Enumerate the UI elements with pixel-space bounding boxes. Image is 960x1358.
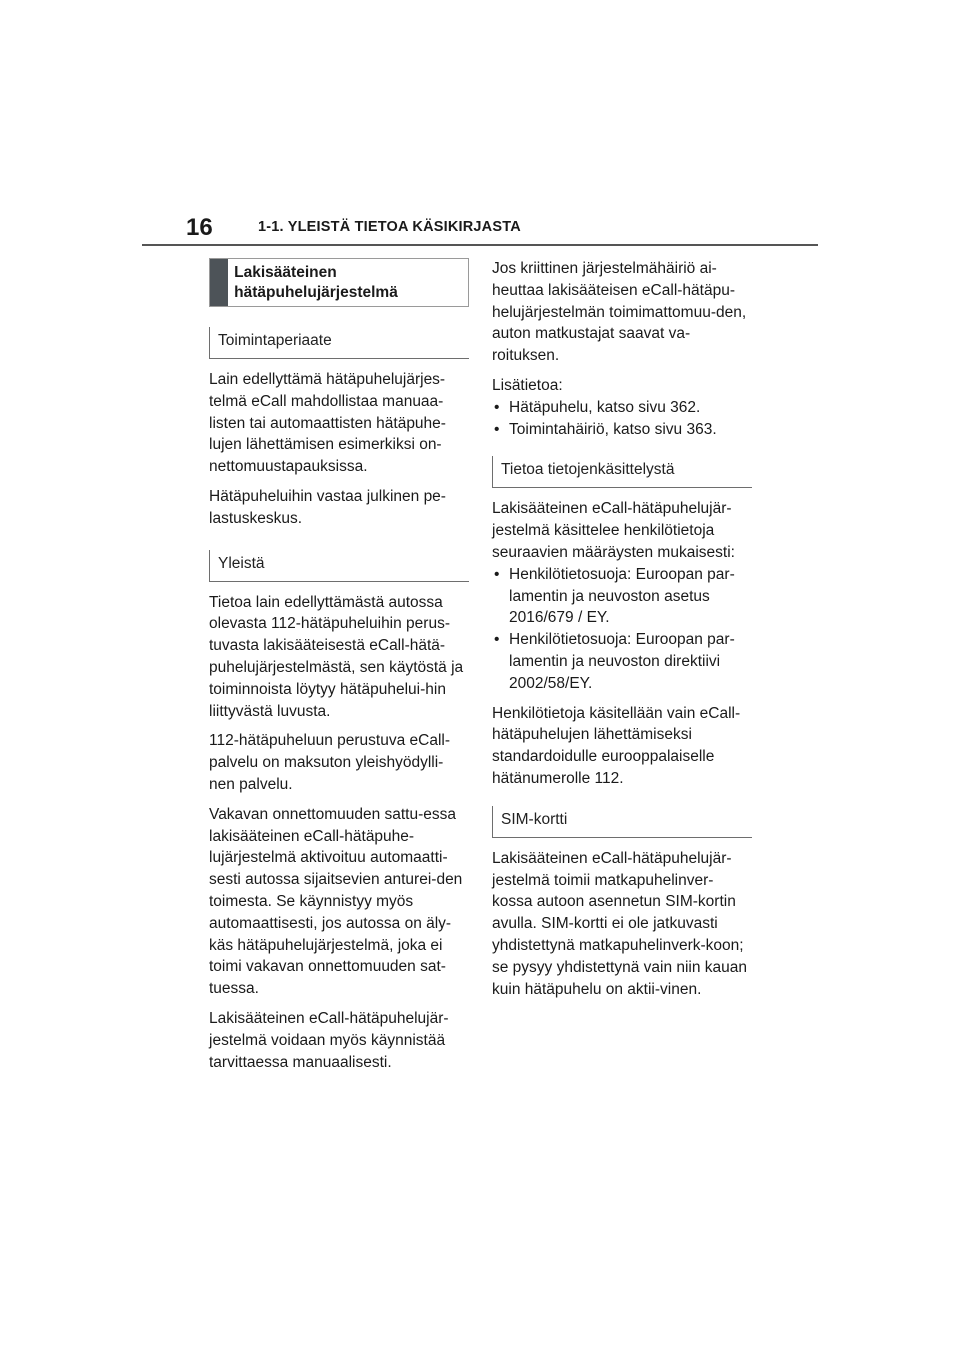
subheading-tietojenkasittely: Tietoa tietojenkäsittelystä [492,456,752,488]
header-rule [142,244,818,246]
subheading-yleista: Yleistä [209,550,469,582]
subheading-sim-kortti: SIM-kortti [492,806,752,838]
paragraph: 112-hätäpuheluun perustuva eCall-palvelu on maksuton yleishyödylli-nen palvelu. [209,732,450,793]
more-info-list [492,397,752,441]
paragraph: Jos kriittinen järjestelmähäiriö ai-heuttaa lakisääteisen eCall-hätäpu-helujärjestelmän toimimattomuu-den, auton matkustajat saavat va-roituksen. [492,260,747,365]
right-column [492,258,752,1000]
list-item: • Hätäpuhelu, katso sivu 362. [492,397,752,419]
paragraph: Lakisääteinen eCall-hätäpuhelujär-jestelmä käsittelee henkilötietoja seuraavien määräysten mukaisesti: [492,500,735,561]
paragraph: Lain edellyttämä hätäpuhelujärjes-telmä eCall mahdollistaa manuaa-listen tai automaattisten hätäpuhe-lujen lähettämisen esimerkiksi on-nettomuustapauksissa. [209,371,446,476]
paragraph: Tietoa lain edellyttämästä autossa olevasta 112-hätäpuheluihin perus-tuvasta lakisääteisestä eCall-hätä-puhelujärjestelmästä, sen käytöstä ja toiminnoista löytyy hätäpuhelui-hin liittyvästä luvusta. [209,593,464,720]
section-heading [209,258,469,307]
paragraph: Lakisääteinen eCall-hätäpuhelujär-jestelmä voidaan myös käynnistää tarvittaessa manuaalisesti. [209,1009,449,1071]
left-column [209,258,469,1073]
paragraph: Hätäpuheluihin vastaa julkinen pe-lastuskeskus. [209,487,446,527]
list-item: • Henkilötietosuoja: Euroopan par-lamentin ja neuvoston asetus 2016/679 / EY. [492,564,752,629]
regulations-list [492,564,752,695]
section-heading-text: Lakisääteinen hätäpuhelujärjestelmä [234,263,398,301]
subheading-toimintaperiaate: Toimintaperiaate [209,327,469,359]
more-info-label: Lisätietoa: [492,376,563,394]
list-item: • Henkilötietosuoja: Euroopan par-lamentin ja neuvoston direktiivi 2002/58/EY. [492,629,752,694]
chapter-title: 1-1. YLEISTÄ TIETOA KÄSIKIRJASTA [258,219,521,235]
list-item: • Toimintahäiriö, katso sivu 363. [492,419,752,441]
heading-bar [210,259,228,306]
paragraph: Vakavan onnettomuuden sattu-essa lakisääteinen eCall-hätäpuhe-lujärjestelmä aktivoituu automaatti-sesti autossa sijaitsevien anturei-den toimesta. Se käynnistyy myös automaattisesti, jos autossa on äly-käs hätäpuhelujärjestelmä, joka ei toimi vakavan onnettomuuden sat-tuessa. [209,805,463,998]
paragraph: Henkilötietoja käsitellään vain eCall-hätäpuhelujen lähettämiseksi standardoidulle eurooppalaiselle hätänumerolle 112. [492,704,741,787]
page-number: 16 [186,214,213,241]
paragraph: Lakisääteinen eCall-hätäpuhelujär-jestelmä toimii matkapuhelinver-kossa autoon asennetun SIM-kortin avulla. SIM-kortti ei ole jatkuvasti yhdistettynä matkapuhelinverk-koon; se pysyy yhdistettynä vain niin kauan kuin hätäpuhelu on aktii-vinen. [492,849,748,998]
